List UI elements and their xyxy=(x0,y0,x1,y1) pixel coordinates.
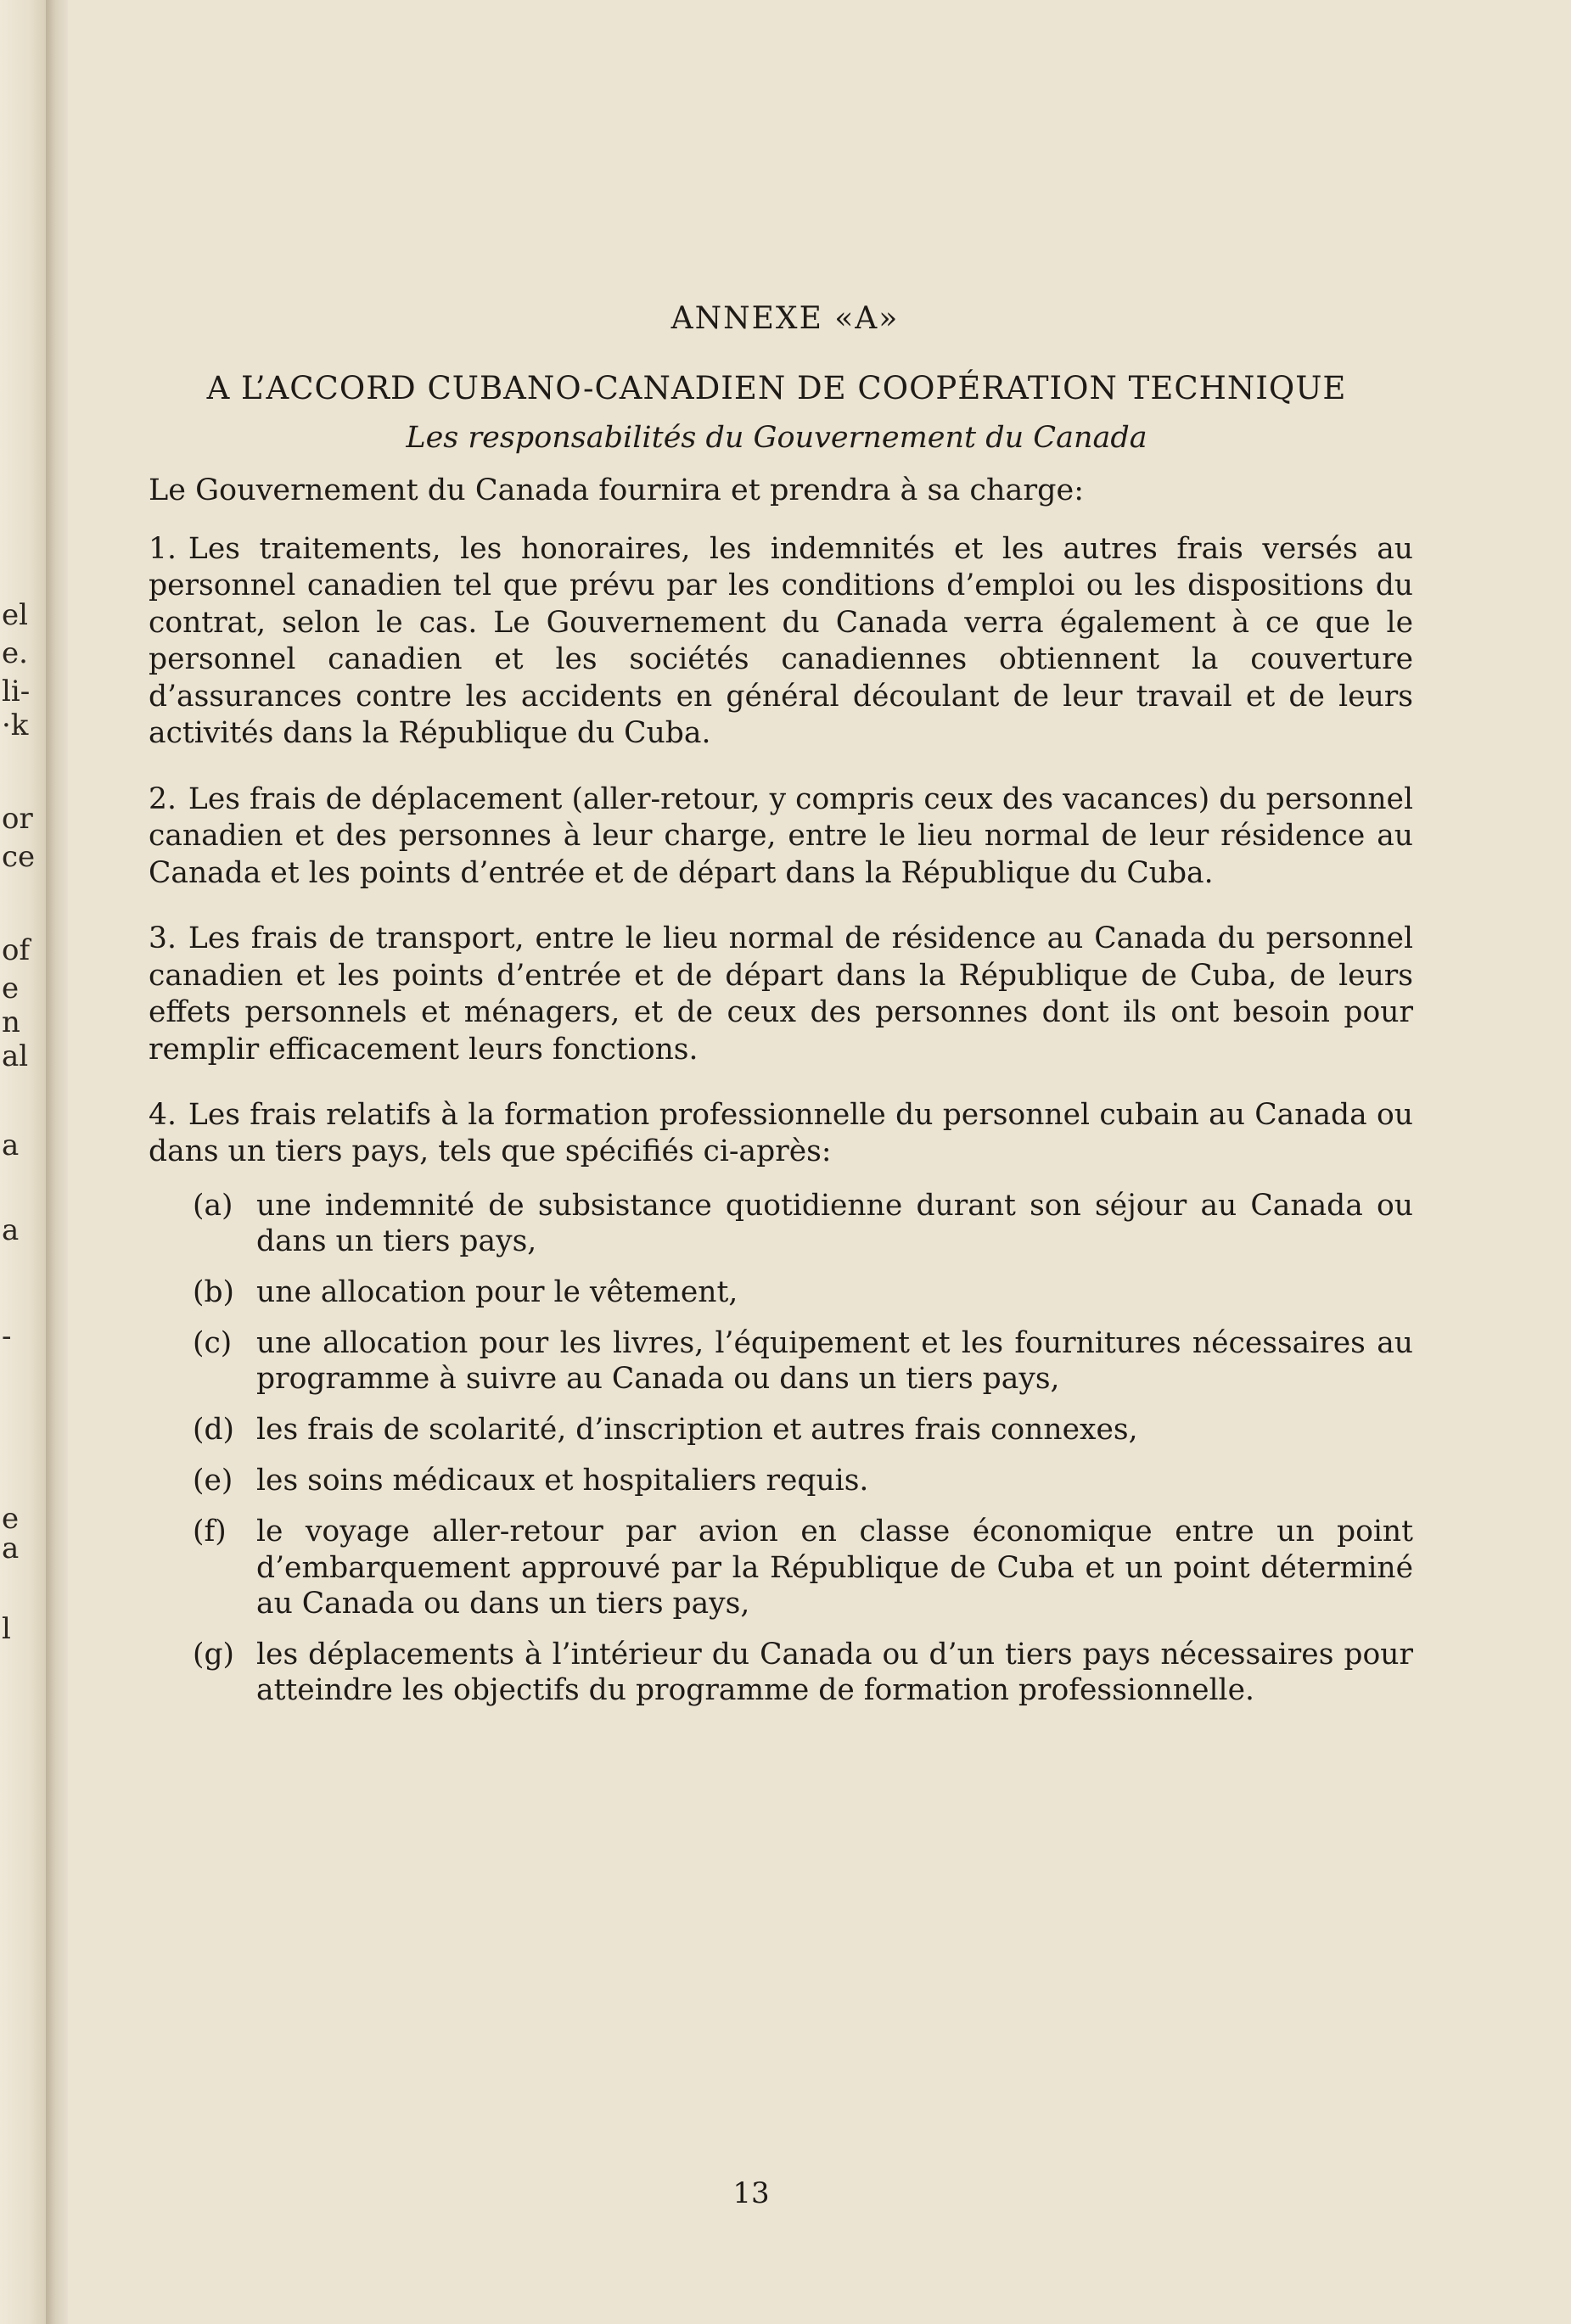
item-letter: (d) xyxy=(193,1413,235,1448)
facing-page-edge xyxy=(0,0,49,2324)
paragraph-text: Les frais de transport, entre le lieu normal de résidence au Canada du personnel canadien et les points d’entrée et de départ dans la République de Cuba, de leurs effets personnels et ménagers, et de ceux des personnes dont ils ont besoin pour remplir efficacement leurs fonctions. xyxy=(149,921,1413,1067)
margin-fragment: ce xyxy=(2,840,36,874)
paragraph-4 xyxy=(149,1097,1413,1171)
item-text: les frais de scolarité, d’inscription et autres frais connexes, xyxy=(256,1413,1138,1448)
margin-fragment: e xyxy=(2,972,20,1005)
item-letter: (e) xyxy=(193,1464,233,1498)
item-text: le voyage aller-retour par avion en classe économique entre un point d’embarquement approuvé par la République de Cuba et un point déterminé au Canada ou dans un tiers pays, xyxy=(256,1515,1413,1621)
paragraph-2 xyxy=(149,781,1413,892)
margin-fragment: a xyxy=(2,1128,20,1162)
item-letter: (a) xyxy=(193,1188,233,1223)
document-page xyxy=(140,301,1413,1723)
margin-fragment: e xyxy=(2,1502,20,1536)
item-text: les déplacements à l’intérieur du Canada ou d’un tiers pays nécessaires pour atteindre les objectifs du programme de formation professionnelle. xyxy=(256,1637,1413,1707)
item-text: une allocation pour les livres, l’équipement et les fournitures nécessaires au programme à suivre au Canada ou dans un tiers pays, xyxy=(256,1326,1413,1397)
list-item xyxy=(140,1274,1413,1310)
margin-fragment: of xyxy=(2,933,31,967)
list-item xyxy=(140,1188,1413,1259)
page-number: 13 xyxy=(732,2176,770,2210)
paragraph-text: Les frais relatifs à la formation professionnelle du personnel cubain au Canada ou dans un tiers pays, tels que spécifiés ci-après: xyxy=(149,1097,1413,1169)
list-item xyxy=(140,1412,1413,1448)
list-item xyxy=(140,1514,1413,1621)
item-letter: (b) xyxy=(193,1275,235,1310)
margin-fragment: li- xyxy=(2,675,31,708)
paragraph-number: 4. xyxy=(149,1097,177,1132)
margin-fragment: a xyxy=(2,1532,20,1565)
margin-fragment: l xyxy=(2,1612,11,1646)
section-subtitle: Les responsabilités du Gouvernement du Canada xyxy=(406,421,1147,456)
margin-fragment: or xyxy=(2,802,33,836)
paragraph-number: 2. xyxy=(149,781,177,816)
intro-sentence: Le Gouvernement du Canada fournira et prendra à sa charge: xyxy=(149,473,1085,508)
accord-title: A L’ACCORD CUBANO-CANADIEN DE COOPÉRATION TECHNIQUE xyxy=(206,370,1347,406)
book-gutter xyxy=(46,0,68,2324)
item-text: les soins médicaux et hospitaliers requis. xyxy=(256,1464,869,1498)
paragraph-number: 3. xyxy=(149,921,177,956)
item-letter: (f) xyxy=(193,1515,227,1549)
margin-fragment: el xyxy=(2,598,28,632)
item-letter: (g) xyxy=(193,1637,235,1672)
item-letter: (c) xyxy=(193,1326,233,1361)
item-text: une indemnité de subsistance quotidienne durant son séjour au Canada ou dans un tiers pays, xyxy=(256,1188,1413,1258)
paragraph-1 xyxy=(149,531,1413,753)
training-costs-list xyxy=(140,1188,1413,1708)
paragraph-3 xyxy=(149,921,1413,1068)
margin-fragment: ·k xyxy=(2,708,29,742)
margin-fragment: n xyxy=(2,1005,20,1039)
list-item xyxy=(140,1325,1413,1397)
paragraph-text: Les frais de déplacement (aller-retour, y compris ceux des vacances) du personnel canadien et des personnes à leur charge, entre le lieu normal de leur résidence au Canada et les points d’entrée et de départ dans la République du Cuba. xyxy=(149,781,1413,890)
margin-fragment: - xyxy=(2,1319,12,1353)
margin-fragment: e. xyxy=(2,636,28,670)
margin-fragment: a xyxy=(2,1213,20,1247)
item-text: une allocation pour le vêtement, xyxy=(256,1275,738,1310)
list-item xyxy=(140,1463,1413,1498)
annexe-title: ANNEXE «A» xyxy=(670,301,900,336)
list-item xyxy=(140,1637,1413,1708)
margin-fragment: al xyxy=(2,1039,29,1073)
paragraph-text: Les traitements, les honoraires, les indemnités et les autres frais versés au personnel canadien tel que prévu par les conditions d’emploi ou les dispositions du contrat, selon le cas. Le Gouvernement du Canada verra également à ce que le personnel canadien et les sociétés canadiennes obtiennent la couverture d’assurances contre les accidents en général découlant de leur travail et de leurs activités dans la République du Cuba. xyxy=(149,531,1413,751)
paragraph-number: 1. xyxy=(149,531,177,566)
